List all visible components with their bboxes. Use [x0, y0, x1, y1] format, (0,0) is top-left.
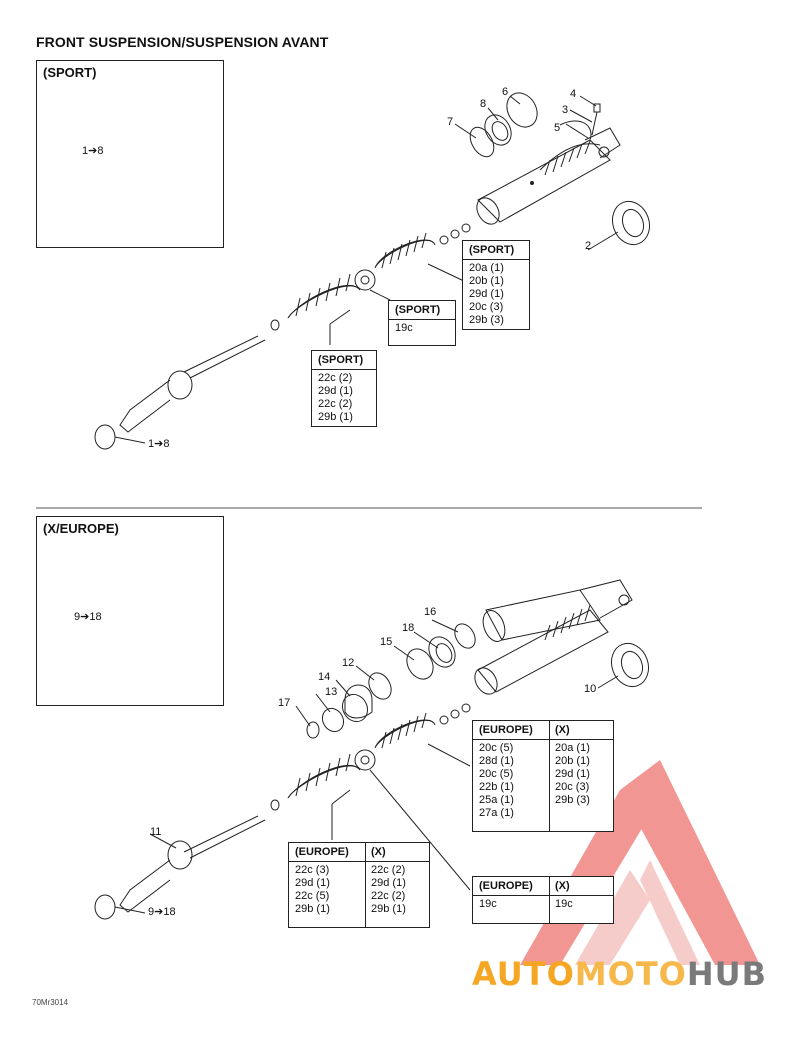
- x-europe-parts-box-b: [288, 842, 430, 928]
- x-europe-box-b-line: 22c (5): [295, 890, 330, 902]
- page-title: FRONT SUSPENSION/SUSPENSION AVANT: [36, 34, 329, 50]
- sport-box-c-line: 29b (1): [318, 411, 353, 423]
- x-europe-box-a-line: 28d (1): [479, 755, 514, 767]
- x-europe-inset-callout: 9➔18: [74, 611, 102, 623]
- x-europe-box-c-header-x: (X): [549, 877, 613, 896]
- watermark-auto: AUTO: [472, 955, 575, 993]
- sport-parts-box-c: [311, 350, 377, 427]
- x-europe-box-b-header-x: (X): [365, 843, 429, 862]
- sport-box-c-line: 22c (2): [318, 372, 353, 384]
- part-number-15: 15: [380, 636, 393, 648]
- sport-box-a-line: 29d (1): [469, 288, 504, 300]
- x-europe-box-a-header-x: (X): [549, 721, 613, 740]
- sport-box-a-line: 20b (1): [469, 275, 504, 287]
- x-europe-box-a-line: 20c (5): [479, 742, 514, 754]
- part-number-2: 2: [585, 240, 592, 252]
- x-europe-box-b-line: 22c (2): [371, 864, 406, 876]
- x-europe-inset-panel: [36, 516, 224, 706]
- x-europe-inset-label: (X/EUROPE): [43, 521, 119, 536]
- sport-inset-label: (SPORT): [43, 65, 97, 80]
- part-number-10: 10: [584, 683, 597, 695]
- x-europe-box-b-line: 22c (3): [295, 864, 330, 876]
- part-number-17: 17: [278, 697, 291, 709]
- sport-box-a-header: (SPORT): [463, 241, 529, 260]
- x-europe-box-a-line: 20a (1): [555, 742, 590, 754]
- x-europe-parts-box-a: [472, 720, 614, 832]
- x-europe-box-a-line: 29b (3): [555, 794, 590, 806]
- sport-shock-callout: 1➔8: [148, 438, 170, 450]
- part-number-11: 11: [150, 826, 162, 838]
- x-europe-box-a-line: 20b (1): [555, 755, 590, 767]
- x-europe-box-a-line: 27a (1): [479, 807, 514, 819]
- x-europe-box-a-line: 22b (1): [479, 781, 514, 793]
- part-number-3: 3: [562, 104, 569, 116]
- part-number-5: 5: [554, 122, 561, 134]
- part-number-12: 12: [342, 657, 355, 669]
- part-number-8: 8: [480, 98, 487, 110]
- sport-box-a-line: 29b (3): [469, 314, 504, 326]
- x-europe-box-b-header-europe: (EUROPE): [289, 843, 365, 862]
- x-europe-shock-callout: 9➔18: [148, 906, 176, 918]
- part-number-6: 6: [502, 86, 509, 98]
- sport-inset-panel: [36, 60, 224, 248]
- part-number-13: 13: [325, 686, 338, 698]
- sport-box-c-header: (SPORT): [312, 351, 376, 370]
- sport-box-c-line: 29d (1): [318, 385, 353, 397]
- x-europe-box-c-header-europe: (EUROPE): [473, 877, 549, 896]
- sport-box-c-line: 22c (2): [318, 398, 353, 410]
- x-europe-box-c-line: 19c: [555, 898, 573, 910]
- sport-box-a-line: 20c (3): [469, 301, 504, 313]
- x-europe-parts-box-c: [472, 876, 614, 924]
- x-europe-box-c-line: 19c: [479, 898, 497, 910]
- sport-parts-box-b: [388, 300, 456, 346]
- part-number-14: 14: [318, 671, 331, 683]
- x-europe-box-b-line: 22c (2): [371, 890, 406, 902]
- watermark-moto: MOTO: [574, 955, 687, 993]
- sport-box-a-line: 20a (1): [469, 262, 504, 274]
- part-number-18: 18: [402, 622, 415, 634]
- part-number-4: 4: [570, 88, 577, 100]
- x-europe-box-b-line: 29b (1): [371, 903, 406, 915]
- sport-box-b-line: 19c: [395, 322, 413, 334]
- watermark-hub: HUB: [686, 955, 768, 993]
- x-europe-box-a-line: 25a (1): [479, 794, 514, 806]
- watermark-text: [472, 955, 767, 993]
- x-europe-box-b-line: 29d (1): [295, 877, 330, 889]
- x-europe-shock-body: [470, 580, 654, 698]
- x-europe-box-a-line: 20c (3): [555, 781, 590, 793]
- x-europe-box-b-line: 29d (1): [371, 877, 406, 889]
- x-europe-box-b-line: 29b (1): [295, 903, 330, 915]
- x-europe-box-a-line: 29d (1): [555, 768, 590, 780]
- part-number-7: 7: [447, 116, 454, 128]
- part-number-16: 16: [424, 606, 437, 618]
- x-europe-box-a-header-europe: (EUROPE): [473, 721, 549, 740]
- x-europe-box-a-line: 20c (5): [479, 768, 514, 780]
- sport-parts-box-a: [462, 240, 530, 330]
- sport-small-parts: [465, 87, 655, 249]
- sport-inset-callout: 1➔8: [82, 145, 104, 157]
- sport-box-b-header: (SPORT): [389, 301, 455, 320]
- x-europe-small-parts: [307, 620, 479, 738]
- figure-code: 70Mr3014: [32, 998, 69, 1007]
